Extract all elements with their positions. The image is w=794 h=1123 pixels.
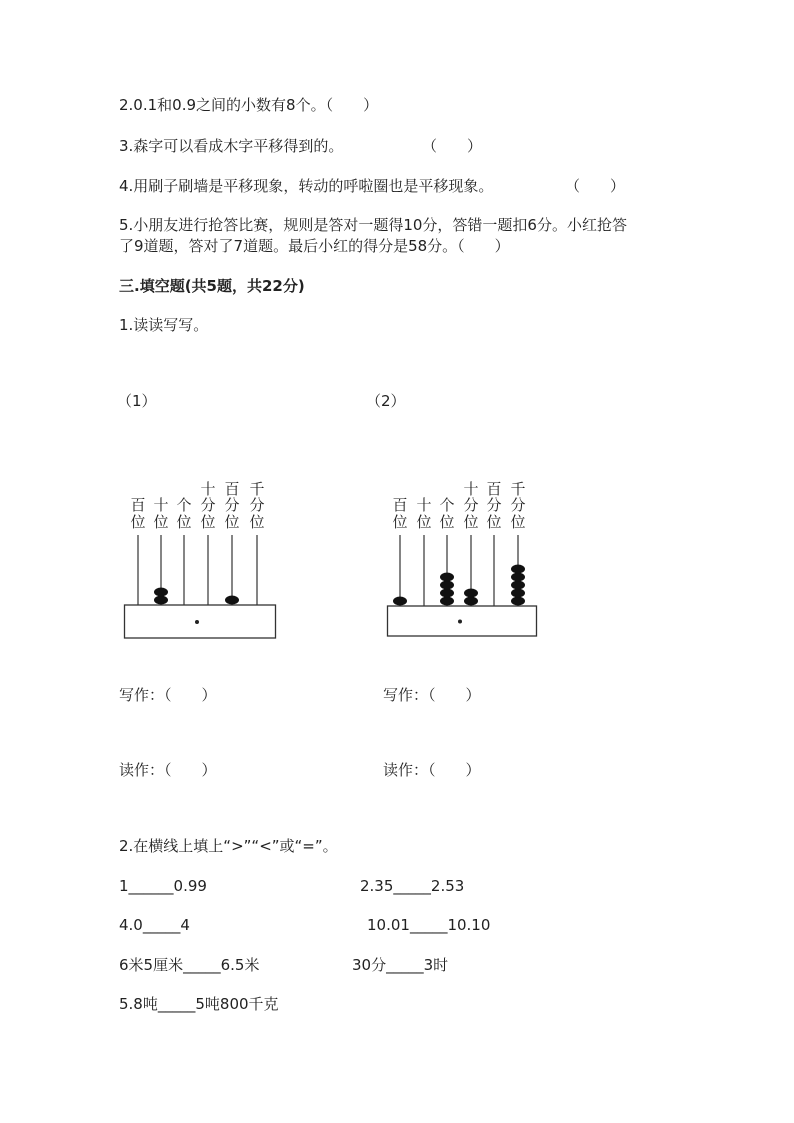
abacus-column-label: 百 位 <box>130 496 146 531</box>
abacus1-label: （1） <box>117 392 157 410</box>
abacus-bead <box>511 565 525 574</box>
abacus1-frame <box>124 535 276 639</box>
abacus-bead <box>511 589 525 598</box>
abacus-bead <box>511 573 525 582</box>
abacus2-write: 写作：（ ） <box>383 686 481 704</box>
fill-q2-title: 2.在横线上填上“>”“<”或“=”。 <box>119 837 338 855</box>
abacus-column-label: 百 分 位 <box>224 479 240 531</box>
abacus-column-label: 十 分 位 <box>200 479 216 531</box>
abacus-bead <box>464 597 478 606</box>
abacus-bead <box>154 596 168 605</box>
judgement-q4-paren: （ ） <box>565 177 626 195</box>
fill-q1-title: 1.读读写写。 <box>119 316 209 334</box>
abacus-bead <box>393 597 407 606</box>
abacus2-label: （2） <box>366 392 406 410</box>
compare-item: 5.8吨_____5吨800千克 <box>119 995 279 1013</box>
compare-item: 4.0_____4 <box>119 916 190 934</box>
abacus-bead <box>464 589 478 598</box>
abacus-bead <box>440 597 454 606</box>
judgement-q3-paren: （ ） <box>422 137 483 155</box>
abacus-column-label: 百 位 <box>392 496 408 531</box>
abacus2-read: 读作：（ ） <box>383 761 481 779</box>
compare-item: 30分_____3时 <box>352 956 449 974</box>
abacus-bead <box>154 588 168 597</box>
section-heading: 三.填空题(共5题，共22分) <box>119 277 305 295</box>
compare-item: 6米5厘米_____6.5米 <box>119 956 260 974</box>
abacus1-write: 写作：（ ） <box>119 686 217 704</box>
abacus-bead <box>511 597 525 606</box>
compare-item: 2.35_____2.53 <box>360 877 465 895</box>
abacus-bead <box>440 573 454 582</box>
abacus-column-label: 千 分 位 <box>510 479 526 531</box>
abacus2-frame <box>387 535 537 637</box>
abacus-bead <box>511 581 525 590</box>
abacus-column-label: 十 分 位 <box>463 479 479 531</box>
abacus-bead <box>440 581 454 590</box>
abacus-column-label: 个 位 <box>176 496 192 531</box>
judgement-q5-line2: 了9道题，答对了7道题。最后小红的得分是58分。（ ） <box>119 237 510 255</box>
abacus-column-label: 百 分 位 <box>486 479 502 531</box>
judgement-q3: 3.森字可以看成木字平移得到的。 <box>119 137 344 155</box>
abacus1-read: 读作：（ ） <box>119 761 217 779</box>
abacus-base <box>125 605 276 638</box>
abacus-bead <box>440 589 454 598</box>
decimal-point <box>195 620 199 624</box>
abacus-column-label: 个 位 <box>439 496 455 531</box>
abacus-column-label: 十 位 <box>153 496 169 531</box>
abacus-base <box>388 606 537 636</box>
judgement-q5-line1: 5.小朋友进行抢答比赛，规则是答对一题得10分，答错一题扣6分。小红抢答 <box>119 216 627 234</box>
decimal-point <box>458 620 462 624</box>
abacus-bead <box>225 596 239 605</box>
compare-item: 10.01_____10.10 <box>367 916 491 934</box>
abacus-column-label: 千 分 位 <box>249 479 265 531</box>
judgement-q2: 2.0.1和0.9之间的小数有8个。（ ） <box>119 96 379 114</box>
abacus-column-label: 十 位 <box>416 496 432 531</box>
compare-item: 1______0.99 <box>119 877 207 895</box>
judgement-q4: 4.用刷子刷墙是平移现象，转动的呼啦圈也是平移现象。 <box>119 177 494 195</box>
